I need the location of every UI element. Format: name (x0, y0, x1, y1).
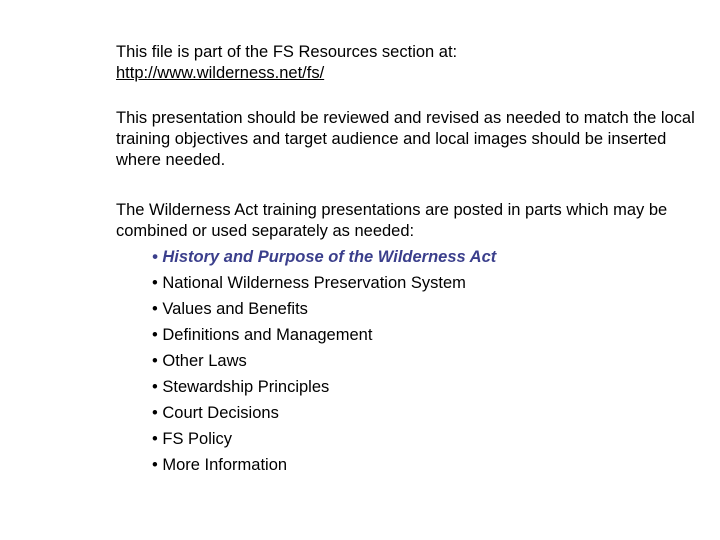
parts-section (116, 200, 696, 478)
part-item-court-decisions: • Court Decisions (152, 404, 279, 422)
part-item-more-info: • More Information (152, 456, 288, 474)
parts-intro: The Wilderness Act training presentations are posted in parts which may be combined or used separately as needed: (116, 201, 668, 240)
source-note-text: This file is part of the FS Resources section at: (116, 43, 458, 61)
part-item-definitions: • Definitions and Management (152, 326, 373, 344)
part-item-stewardship: • Stewardship Principles (152, 378, 330, 396)
source-note (116, 42, 696, 84)
part-item-other-laws: • Other Laws (152, 352, 247, 370)
parts-list (152, 244, 696, 478)
part-item-fs-policy: • FS Policy (152, 430, 233, 448)
revision-note-text: This presentation should be reviewed and revised as needed to match the local training objectives and target audience and local images should be inserted where needed. (116, 109, 695, 169)
resources-link[interactable]: http://www.wilderness.net/fs/ (116, 64, 325, 82)
part-item-nwps: • National Wilderness Preservation System (152, 274, 466, 292)
part-item-values: • Values and Benefits (152, 300, 308, 318)
part-item-history-current: • History and Purpose of the Wilderness Act (152, 248, 497, 266)
revision-note (116, 108, 696, 171)
